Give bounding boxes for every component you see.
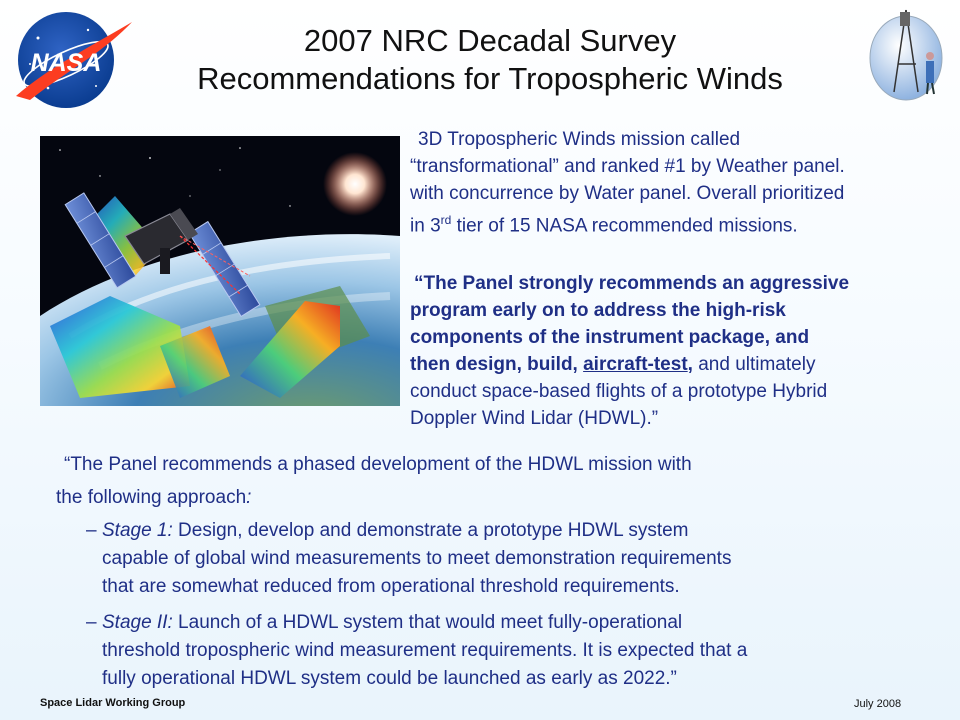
stage-1-dash: – xyxy=(86,520,97,541)
approach-text: the following approach xyxy=(56,487,247,508)
stage-2-label: Stage II: xyxy=(102,612,173,633)
phased-development-intro: “The Panel recommends a phased development of the HDWL mission with xyxy=(64,454,692,475)
para1-superscript: rd xyxy=(440,213,452,227)
para2-line-6: Doppler Wind Lidar (HDWL).” xyxy=(410,408,659,429)
stage-1-label: Stage 1: xyxy=(102,520,173,541)
para2-line-2: program early on to address the high-risk xyxy=(410,300,786,321)
stage-2-line-1 xyxy=(102,609,936,637)
stage-2-line-2: threshold tropospheric wind measurement requirements. It is expected that a xyxy=(102,640,748,661)
stage-2-line-3: fully operational HDWL system could be launched as early as 2022.” xyxy=(102,668,677,689)
stage-2-item xyxy=(86,609,936,693)
stage-1-line-3: that are somewhat reduced from operational threshold requirements. xyxy=(102,576,680,597)
slide-title xyxy=(120,22,860,98)
stage-2-text: Launch of a HDWL system that would meet fully-operational xyxy=(172,612,683,633)
para1-line-1: 3D Tropospheric Winds mission called xyxy=(418,129,741,150)
approach-line xyxy=(56,484,936,511)
para1-line-4-pre: in 3 xyxy=(410,215,441,237)
para2-line-5: conduct space-based flights of a prototype Hybrid xyxy=(410,381,828,402)
para1-line-3: with concurrence by Water panel. Overall prioritized xyxy=(410,183,845,204)
aircraft-test-text: aircraft-test xyxy=(583,354,688,375)
nasa-logo-icon xyxy=(8,8,136,112)
para2-line-3: components of the instrument package, and xyxy=(410,327,810,348)
footer-date: July 2008 xyxy=(854,698,902,710)
para1-line-2: “transformational” and ranked #1 by Weather panel. xyxy=(410,156,845,177)
approach-colon: : xyxy=(246,487,252,508)
balloon-payload-icon xyxy=(862,4,954,108)
stage-1-text: Design, develop and demonstrate a prototype HDWL system xyxy=(172,520,689,541)
footer-organization: Space Lidar Working Group xyxy=(40,697,186,709)
nasa-logo-text: NASA xyxy=(30,49,102,77)
title-line-1: 2007 NRC Decadal Survey xyxy=(303,23,677,58)
para1-line-4-post: tier of 15 NASA recommended missions. xyxy=(451,215,798,237)
stage-1-line-1 xyxy=(102,517,936,545)
para2-line-4-normal: and ultimately xyxy=(692,354,816,375)
stage-2-dash: – xyxy=(86,612,97,633)
panel-recommendation-quote xyxy=(410,270,958,432)
stage-1-line-2: capable of global wind measurements to meet demonstration requirements xyxy=(102,548,732,569)
para2-line-4 xyxy=(410,351,958,378)
satellite-lidar-illustration xyxy=(40,136,400,406)
para1-line-4 xyxy=(410,207,958,239)
stage-1-item xyxy=(86,517,936,601)
para2-line-1: “The Panel strongly recommends an aggressive xyxy=(414,273,850,294)
para2-line-4-post: , xyxy=(687,354,693,375)
title-line-2: Recommendations for Tropospheric Winds xyxy=(197,61,783,96)
mission-ranking-paragraph xyxy=(410,126,958,239)
para2-line-4-pre: then design, build, xyxy=(410,354,584,375)
